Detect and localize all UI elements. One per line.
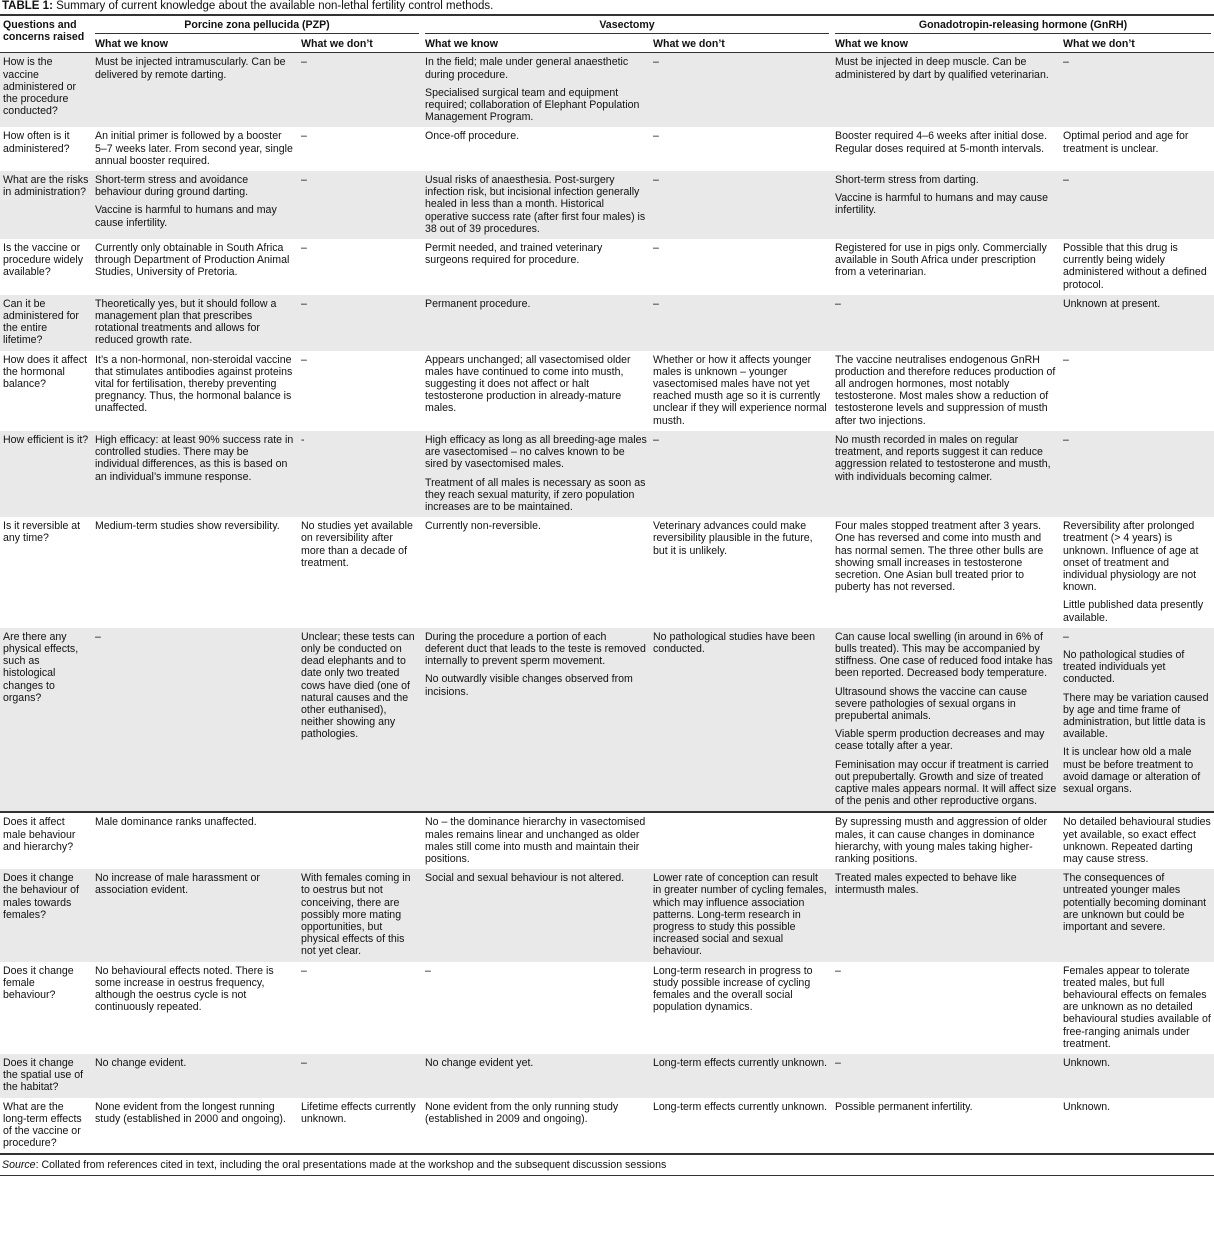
question-cell: How often is it administered? xyxy=(3,130,70,155)
answer-cell xyxy=(650,812,832,869)
answer-cell xyxy=(650,1054,832,1098)
answer-paragraph: – xyxy=(653,297,659,310)
answer-cell xyxy=(1060,628,1214,813)
answer-paragraph: It’s a non-hormonal, non-steroidal vaccine that stimulates antibodies against proteins vital for fertilisation, thereby preventing pregnancy. Thus, the hormonal balance is unaffected. xyxy=(95,353,293,415)
answer-paragraph: Four males stopped treatment after 3 years. One has reversed and come into musth and has normal semen. The three other bulls are showing small increases in testosterone secretion. One Asian bull treated prior to puberty has not reversed. xyxy=(835,520,1044,594)
group-header-gnrh: Gonadotropin-releasing hormone (GnRH) xyxy=(832,15,1214,36)
question-cell: Does it change the spatial use of the habitat? xyxy=(0,1054,92,1098)
answer-cell xyxy=(650,1098,832,1155)
answer-cell xyxy=(298,962,422,1054)
table-caption xyxy=(0,0,1214,12)
answer-paragraph: Permanent procedure. xyxy=(425,297,531,310)
source-label: Source xyxy=(2,1159,36,1172)
answer-cell xyxy=(832,1098,1060,1155)
answer-paragraph: Long-term research in progress to study possible increase of cycling females and the overall social population dynamics. xyxy=(653,964,813,1014)
source-text: : Collated from references cited in text, including the oral presentations made at the workshop and the subsequent discussion sessions xyxy=(35,1159,667,1172)
answer-paragraph: – xyxy=(1063,56,1069,69)
answer-paragraph: – xyxy=(835,964,841,977)
answer-cell xyxy=(92,239,298,295)
answer-cell xyxy=(422,1098,650,1155)
table-row xyxy=(0,127,1214,171)
answer-cell xyxy=(1060,1098,1214,1155)
answer-paragraph: During the procedure a portion of each deferent duct that leads to the teste is removed internally to prevent sperm movement. xyxy=(425,630,646,668)
answer-paragraph: Females appear to tolerate treated males, but full behavioural effects on females are unknown as no detailed behavioural studies available of free-ranging animals under treatment. xyxy=(1063,964,1211,1050)
answer-cell xyxy=(422,53,650,128)
answer-paragraph: Vaccine is harmful to humans and may cause infertility. xyxy=(835,192,1048,217)
answer-cell xyxy=(92,812,298,869)
answer-cell xyxy=(650,431,832,517)
answer-paragraph: – xyxy=(301,964,307,977)
table-source-note xyxy=(0,1155,1214,1176)
answer-paragraph: Treated males expected to behave like intermusth males. xyxy=(835,872,1017,897)
answer-paragraph: High efficacy: at least 90% success rate in controlled studies. There may be individual differences, as this is based on an individual’s immune response. xyxy=(95,433,294,483)
question-cell: Are there any physical effects, such as histological changes to organs? xyxy=(0,628,92,813)
table-row xyxy=(0,628,1214,813)
table-row xyxy=(0,1054,1214,1098)
answer-cell xyxy=(1060,127,1214,171)
answer-paragraph: – xyxy=(1063,353,1069,366)
answer-cell xyxy=(298,812,422,869)
answer-cell xyxy=(298,239,422,295)
answer-cell xyxy=(422,171,650,239)
answer-paragraph: – xyxy=(653,174,659,187)
answer-paragraph: – xyxy=(301,56,307,69)
answer-paragraph: – xyxy=(95,630,101,643)
subheader-know: What we know xyxy=(422,36,650,53)
answer-cell xyxy=(832,628,1060,813)
question-cell: Is the vaccine or procedure widely available? xyxy=(3,242,84,279)
answer-cell xyxy=(832,171,1060,239)
answer-paragraph: Short-term stress and avoidance behaviour during ground darting. xyxy=(95,174,249,199)
answer-paragraph: Social and sexual behaviour is not altered. xyxy=(425,872,625,885)
answer-cell xyxy=(298,127,422,171)
answer-paragraph: - xyxy=(301,433,305,446)
answer-paragraph: – xyxy=(653,433,659,446)
table-row xyxy=(0,53,1214,128)
subheader-know: What we know xyxy=(832,36,1060,53)
answer-cell xyxy=(1060,812,1214,869)
answer-cell xyxy=(92,351,298,431)
answer-paragraph: Must be injected intramuscularly. Can be delivered by remote darting. xyxy=(95,56,286,81)
answer-cell xyxy=(650,127,832,171)
answer-cell xyxy=(650,962,832,1054)
answer-paragraph: Theoretically yes, but it should follow a management plan that prescribes rotational treatments and allows for reduced growth rate. xyxy=(95,297,277,347)
answer-cell xyxy=(422,869,650,961)
answer-cell xyxy=(832,239,1060,295)
answer-cell xyxy=(298,1054,422,1098)
question-cell: Can it be administered for the entire lifetime? xyxy=(0,295,92,351)
answer-cell xyxy=(832,962,1060,1054)
answer-paragraph: High efficacy as long as all breeding-age males are vasectomised – no calves known to be sired by vasectomised males. xyxy=(425,433,647,471)
answer-paragraph: – xyxy=(301,174,307,187)
answer-paragraph: – xyxy=(425,964,431,977)
group-header-vasectomy: Vasectomy xyxy=(422,15,832,36)
answer-cell xyxy=(832,812,1060,869)
answer-paragraph: Unknown. xyxy=(1063,1057,1111,1070)
answer-paragraph: Medium-term studies show reversibility. xyxy=(95,520,280,533)
answer-paragraph: No behavioural effects noted. There is some increase in oestrus frequency, although the oestrus cycle is not continuously repeated. xyxy=(95,964,274,1014)
question-cell: Does it change female behaviour? xyxy=(3,964,74,1002)
answer-cell xyxy=(422,295,650,351)
answer-paragraph: Optimal period and age for treatment is unclear. xyxy=(1063,130,1189,155)
answer-paragraph: – xyxy=(1063,433,1069,446)
question-cell: What are the long-term effects of the vaccine or procedure? xyxy=(0,1098,92,1155)
answer-cell xyxy=(1060,431,1214,517)
table-row xyxy=(0,962,1214,1054)
table-row xyxy=(0,517,1214,628)
answer-cell xyxy=(832,127,1060,171)
answer-paragraph: Once-off procedure. xyxy=(425,130,520,143)
answer-cell xyxy=(1060,962,1214,1054)
answer-cell xyxy=(1060,171,1214,239)
answer-paragraph: Registered for use in pigs only. Commercially available in South Africa under prescription from a veterinarian. xyxy=(835,242,1047,279)
answer-paragraph: No studies yet available on reversibility after more than a decade of treatment. xyxy=(301,520,413,569)
caption-text: Summary of current knowledge about the available non-lethal fertility control methods. xyxy=(52,0,494,12)
answer-paragraph: Can cause local swelling (in around in 6% of bulls treated). This may be accompanied by stiffness. One case of reduced food intake has been reported. Decreased body temperature. xyxy=(835,630,1053,680)
answer-cell xyxy=(650,53,832,128)
answer-cell xyxy=(1060,517,1214,628)
answer-paragraph: Currently only obtainable in South Africa through Department of Production Animal Studies, University of Pretoria. xyxy=(95,242,290,279)
answer-paragraph: – xyxy=(1063,630,1069,643)
answer-paragraph: – xyxy=(301,297,307,310)
answer-cell xyxy=(832,1054,1060,1098)
fertility-control-table xyxy=(0,14,1214,1155)
answer-cell xyxy=(832,517,1060,628)
answer-cell xyxy=(92,1098,298,1155)
answer-cell xyxy=(832,431,1060,517)
answer-cell xyxy=(92,962,298,1054)
answer-paragraph: Possible that this drug is currently being widely administered without a defined protocol. xyxy=(1063,242,1207,291)
answer-cell xyxy=(298,1098,422,1155)
answer-paragraph: No outwardly visible changes observed from incisions. xyxy=(425,673,633,698)
caption-label: TABLE 1: xyxy=(2,0,53,12)
answer-paragraph: Appears unchanged; all vasectomised older males have continued to come into musth, suggesting it does not affect or halt testosterone production in already-mature males. xyxy=(425,353,631,415)
answer-cell xyxy=(1060,295,1214,351)
answer-paragraph: – xyxy=(835,1057,841,1070)
answer-cell xyxy=(298,517,422,628)
answer-paragraph: An initial primer is followed by a booster 5–7 weeks later. From second year, single annual booster required. xyxy=(95,130,293,167)
answer-paragraph: – xyxy=(301,242,307,255)
answer-cell xyxy=(1060,351,1214,431)
answer-cell xyxy=(422,351,650,431)
answer-cell xyxy=(92,171,298,239)
answer-paragraph: Lower rate of conception can result in greater number of cycling females, which may influence association patterns. Long-term research in progress to study this possible increased social and sexual behaviour. xyxy=(653,872,827,958)
question-cell: How efficient is it? xyxy=(0,431,92,517)
table-row xyxy=(0,1098,1214,1155)
answer-paragraph: No detailed behavioural studies yet available, so exact effect unknown. Repeated darting may cause stress. xyxy=(1063,816,1211,865)
answer-paragraph: Lifetime effects currently unknown. xyxy=(301,1100,416,1125)
answer-cell xyxy=(298,628,422,813)
table-row xyxy=(0,239,1214,295)
answer-cell xyxy=(650,869,832,961)
answer-paragraph: Ultrasound shows the vaccine can cause severe pathologies of sexual organs in prepubertal animals. xyxy=(835,685,1027,722)
answer-paragraph: The consequences of untreated younger males potentially becoming dominant are unknown but could be important and severe. xyxy=(1063,872,1207,933)
answer-paragraph: Feminisation may occur if treatment is carried out prepubertally. Growth and size of treated captive males appears normal. It will affect size of the penis and other reproductive organs. xyxy=(835,758,1057,808)
answer-cell xyxy=(422,628,650,813)
answer-paragraph: Possible permanent infertility. xyxy=(835,1100,973,1113)
answer-cell xyxy=(422,1054,650,1098)
answer-cell xyxy=(422,431,650,517)
subheader-know: What we know xyxy=(92,36,298,53)
answer-cell xyxy=(650,628,832,813)
subheader-dont: What we don’t xyxy=(650,36,832,53)
answer-cell xyxy=(1060,1054,1214,1098)
answer-paragraph: No pathological studies of treated individuals yet conducted. xyxy=(1063,648,1185,686)
table-row xyxy=(0,431,1214,517)
answer-paragraph: It is unclear how old a male must be before treatment to avoid damage or alteration of sexual organs. xyxy=(1063,746,1201,795)
answer-paragraph: – xyxy=(653,56,659,69)
answer-paragraph: None evident from the longest running study (established in 2000 and ongoing). xyxy=(95,1100,286,1125)
answer-paragraph: None evident from the only running study (established in 2009 and ongoing). xyxy=(425,1100,619,1125)
question-cell: What are the risks in administration? xyxy=(0,171,92,239)
answer-cell xyxy=(1060,869,1214,961)
answer-paragraph: Veterinary advances could make reversibility plausible in the future, but it is unlikely. xyxy=(653,520,813,557)
answer-cell xyxy=(1060,53,1214,128)
answer-paragraph: By supressing musth and aggression of older males, it can cause changes in dominance hierarchy, with young males taking higher-ranking positions. xyxy=(835,816,1048,865)
answer-paragraph: Little published data presently available. xyxy=(1063,599,1204,624)
answer-cell xyxy=(422,239,650,295)
answer-cell xyxy=(298,53,422,128)
table-row xyxy=(0,812,1214,869)
question-cell: How does it affect the hormonal balance? xyxy=(3,353,88,391)
answer-paragraph: – xyxy=(835,297,841,310)
answer-paragraph: Booster required 4–6 weeks after initial dose. Regular doses required at 5-month intervals. xyxy=(835,130,1048,155)
answer-cell xyxy=(92,1054,298,1098)
answer-cell xyxy=(650,171,832,239)
answer-cell xyxy=(92,127,298,171)
answer-cell xyxy=(1060,239,1214,295)
answer-paragraph: No musth recorded in males on regular treatment, and reports suggest it can reduce aggression related to testosterone and musth, with individuals becoming calmer. xyxy=(835,433,1051,483)
answer-paragraph: Whether or how it affects younger males is unknown – younger vasectomised males have not yet reached musth age so it is currently unclear if they will experience normal musth. xyxy=(653,353,827,427)
table-row xyxy=(0,171,1214,239)
answer-cell xyxy=(422,127,650,171)
answer-paragraph: Short-term stress from darting. xyxy=(835,174,979,187)
answer-paragraph: Long-term effects currently unknown. xyxy=(653,1057,828,1070)
answer-paragraph: No pathological studies have been conducted. xyxy=(653,630,815,655)
answer-paragraph: In the field; male under general anaesthetic during procedure. xyxy=(425,56,629,81)
answer-cell xyxy=(422,812,650,869)
answer-cell xyxy=(832,869,1060,961)
answer-paragraph: Currently non-reversible. xyxy=(425,520,541,533)
answer-cell xyxy=(92,295,298,351)
answer-paragraph: Usual risks of anaesthesia. Post-surgery infection risk, but incisional infection generally healed in less than a month. Historical operative success rate (after first four males) is 38 out of 39 procedures. xyxy=(425,174,646,235)
answer-cell xyxy=(298,295,422,351)
answer-cell xyxy=(650,351,832,431)
answer-cell xyxy=(832,53,1060,128)
answer-cell xyxy=(92,517,298,628)
answer-paragraph: No change evident yet. xyxy=(425,1057,534,1070)
question-cell: Does it change the behaviour of males towards females? xyxy=(0,869,92,961)
answer-paragraph: – xyxy=(301,130,307,143)
group-header-pzp: Porcine zona pellucida (PZP) xyxy=(92,15,422,36)
answer-paragraph: Unclear; these tests can only be conducted on dead elephants and to date only two treated cows have died (one of natural causes and the other euthanised), neither showing any pathologies. xyxy=(301,630,415,741)
subheader-dont: What we don’t xyxy=(1060,36,1214,53)
answer-cell xyxy=(92,869,298,961)
answer-paragraph: With females coming in to oestrus but not conceiving, there are possibly more mating opportunities, but physical effects of this not yet clear. xyxy=(301,872,411,958)
answer-paragraph: – xyxy=(653,130,659,143)
answer-paragraph: – xyxy=(1063,174,1069,187)
question-cell: Does it affect male behaviour and hierarchy? xyxy=(3,816,76,853)
question-cell: Is it reversible at any time? xyxy=(3,520,81,545)
answer-paragraph: Unknown. xyxy=(1063,1100,1111,1113)
answer-paragraph: Specialised surgical team and equipment required; collaboration of Elephant Population Management Program. xyxy=(425,86,640,124)
table-row xyxy=(0,869,1214,961)
questions-header: Questions and concerns raised xyxy=(0,15,92,53)
answer-paragraph: No change evident. xyxy=(95,1057,187,1070)
answer-paragraph: Must be injected in deep muscle. Can be administered by dart by qualified veterinarian. xyxy=(835,56,1049,81)
table-row xyxy=(0,351,1214,431)
answer-paragraph: No – the dominance hierarchy in vasectomised males remains linear and unchanged as older males still come into musth and maintain their positions. xyxy=(425,816,646,865)
answer-cell xyxy=(298,351,422,431)
answer-paragraph: Treatment of all males is necessary as soon as they reach sexual maturity, if zero population increases are to be maintained. xyxy=(425,476,646,513)
answer-cell xyxy=(650,517,832,628)
answer-paragraph: There may be variation caused by age and time frame of administration, but little data is available. xyxy=(1063,691,1209,741)
answer-paragraph: No increase of male harassment or association evident. xyxy=(95,872,260,897)
answer-cell xyxy=(298,171,422,239)
answer-paragraph: Reversibility after prolonged treatment (> 4 years) is unknown. Influence of age at onset of treatment and individual physiology are not known. xyxy=(1063,520,1199,594)
answer-paragraph: Permit needed, and trained veterinary surgeons required for procedure. xyxy=(425,242,603,267)
answer-cell xyxy=(832,351,1060,431)
answer-paragraph: Long-term effects currently unknown. xyxy=(653,1100,828,1113)
answer-paragraph: Vaccine is harmful to humans and may cause infertility. xyxy=(95,204,277,229)
answer-cell xyxy=(832,295,1060,351)
question-cell: How is the vaccine administered or the procedure conducted? xyxy=(0,53,92,128)
answer-cell xyxy=(92,628,298,813)
answer-cell xyxy=(92,431,298,517)
answer-paragraph: The vaccine neutralises endogenous GnRH production and therefore reduces production of all androgen hormones, most notably testosterone. Most males show a reduction of testosterone levels and suppression of musth after two injections. xyxy=(835,353,1056,427)
table-row xyxy=(0,295,1214,351)
answer-cell xyxy=(650,295,832,351)
answer-paragraph: – xyxy=(301,353,307,366)
answer-cell xyxy=(422,517,650,628)
answer-cell xyxy=(422,962,650,1054)
answer-cell xyxy=(298,431,422,517)
answer-paragraph: Unknown at present. xyxy=(1063,297,1161,310)
answer-paragraph: Viable sperm production decreases and may cease totally after a year. xyxy=(835,728,1045,753)
answer-cell xyxy=(650,239,832,295)
answer-cell xyxy=(298,869,422,961)
answer-paragraph: – xyxy=(653,242,659,255)
answer-cell xyxy=(92,53,298,128)
subheader-dont: What we don’t xyxy=(298,36,422,53)
answer-paragraph: Male dominance ranks unaffected. xyxy=(95,816,257,829)
answer-paragraph: – xyxy=(301,1057,307,1070)
